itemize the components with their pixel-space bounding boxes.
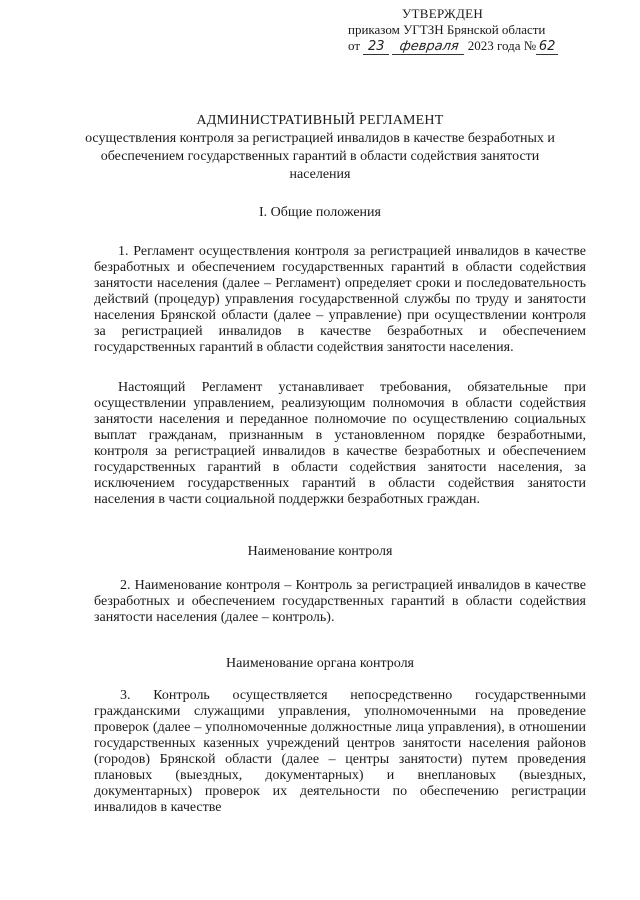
paragraph-2-text: 2. Наименование контроля – Контроль за регистрацией инвалидов в качестве безработных и обеспечением государственных гарантий в области содействия занятости населения (далее – контроль).	[94, 578, 586, 625]
approval-stamp	[348, 6, 578, 55]
approval-title: УТВЕРЖДЕН	[402, 6, 484, 21]
paragraph-3	[94, 688, 586, 816]
paragraph-1	[94, 244, 586, 356]
document-title: АДМИНИСТРАТИВНЫЙ РЕГЛАМЕНТ	[196, 113, 444, 128]
paragraph-2	[94, 578, 586, 626]
handwritten-month: февраля	[391, 40, 465, 55]
date-year: 2023 года №	[467, 38, 537, 53]
section-heading-control-body: Наименование органа контроля	[226, 656, 414, 671]
paragraph-1-text: 1. Регламент осуществления контроля за регистрацией инвалидов в качестве безработных и обеспечением государственных гарантий в области содействия занятости населения (далее – Регламент) определяет сроки и последовательность действий (процедур) управления государственной службы по труду и занятости населения Брянской области (далее – управление) при осуществлении контроля за регистрацией инвалидов в качестве безработных и обеспечением государственных гарантий в области содействия занятости населения.	[94, 244, 586, 355]
paragraph-3-text: 3. Контроль осуществляется непосредственно государственными гражданскими служащими управления, уполномоченными на проведение проверок (далее – уполномоченные должностные лица управления), в отношении государственных казенных учреждений центров занятости населения районов (городов) Брянской области (далее – центры занятости) путем проведения плановых (выездных, документарных) и внеплановых (выездных, документарных) проверок их деятельности по обеспечению регистрации инвалидов в качестве	[94, 688, 586, 815]
document-subtitle-line-3: населения	[289, 167, 351, 182]
approval-order: приказом УГТЗН Брянской области	[348, 22, 546, 37]
section-heading-general: I. Общие положения	[259, 205, 381, 220]
handwritten-number: 62	[536, 40, 558, 55]
document-subtitle-line-1: осуществления контроля за регистрацией инвалидов в качестве безработных и	[85, 131, 555, 146]
document-subtitle-line-2: обеспечением государственных гарантий в области содействия занятости	[100, 149, 540, 164]
approval-date	[348, 38, 578, 55]
paragraph-1b	[94, 380, 586, 508]
handwritten-day: 23	[363, 40, 389, 55]
section-heading-control-name: Наименование контроля	[247, 544, 393, 559]
document-title-block	[40, 112, 600, 184]
paragraph-1b-text: Настоящий Регламент устанавливает требования, обязательные при осуществлении управлением, реализующим полномочия в области содействия занятости населения и переданное полномочие по осуществлению социальных выплат гражданам, признанным в установленном порядке безработными, контроля за регистрацией инвалидов в качестве безработных и обеспечением государственных гарантий в области содействия занятости населения, за исключением государственных гарантий в области содействия занятости населения в части социальной поддержки безработных граждан.	[94, 380, 586, 507]
date-prefix: от	[348, 38, 361, 53]
